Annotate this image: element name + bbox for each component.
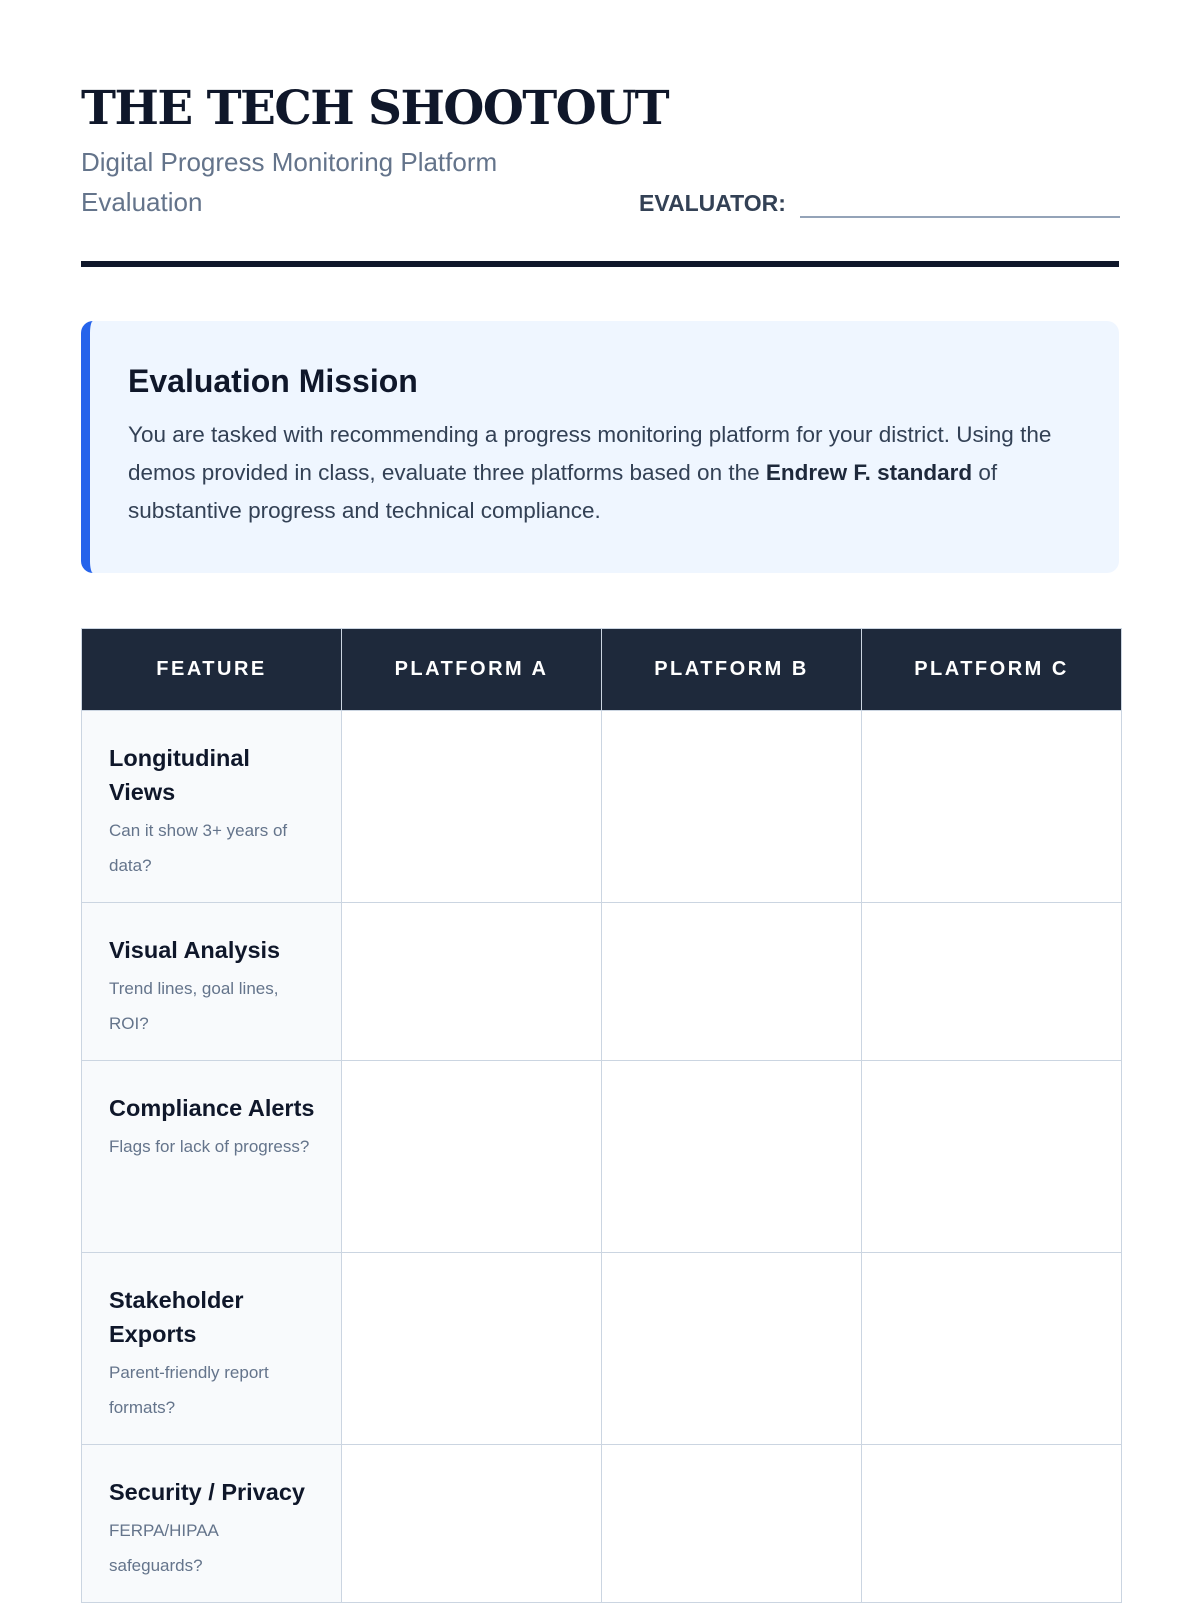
evaluator-input[interactable] (800, 188, 1120, 218)
feature-description: Trend lines, goal lines, ROI? (109, 979, 279, 1033)
evaluation-table (81, 628, 1122, 1603)
platform-a-cell[interactable] (342, 1445, 602, 1603)
platform-a-cell[interactable] (342, 903, 602, 1061)
feature-description: Can it show 3+ years of data? (109, 821, 288, 875)
feature-name: Stakeholder Exports (109, 1287, 244, 1347)
column-header-feature: FEATURE (82, 629, 342, 711)
platform-a-cell[interactable] (342, 711, 602, 903)
page-header (81, 0, 1119, 268)
feature-cell (82, 1061, 342, 1253)
platform-a-cell[interactable] (342, 1061, 602, 1253)
mission-title: Evaluation Mission (128, 363, 418, 399)
platform-c-cell[interactable] (862, 903, 1122, 1061)
feature-name: Visual Analysis (109, 937, 281, 963)
feature-name: Security / Privacy (109, 1479, 305, 1505)
mission-text (128, 416, 1073, 530)
mission-box (81, 321, 1119, 573)
table-row (82, 903, 1122, 1061)
feature-cell (82, 711, 342, 903)
platform-c-cell[interactable] (862, 1061, 1122, 1253)
mission-text-before: You are tasked with recommending a progress monitoring platform for your district. Using the demos provided in class, evaluate three platforms based on the (128, 421, 1052, 485)
feature-description: Parent-friendly report formats? (109, 1363, 269, 1417)
table-header-row (82, 629, 1122, 711)
mission-text-after: of substantive progress and technical compliance. (128, 459, 998, 523)
platform-c-cell[interactable] (862, 1253, 1122, 1445)
table-row (82, 711, 1122, 903)
table-row (82, 1445, 1122, 1603)
platform-b-cell[interactable] (602, 1061, 862, 1253)
platform-b-cell[interactable] (602, 903, 862, 1061)
evaluator-field-group (639, 188, 1120, 218)
platform-b-cell[interactable] (602, 1253, 862, 1445)
column-header-platform-b: PLATFORM B (602, 629, 862, 711)
feature-cell (82, 903, 342, 1061)
feature-cell (82, 1253, 342, 1445)
page-subtitle: Digital Progress Monitoring Platform Evaluation (81, 147, 498, 217)
platform-c-cell[interactable] (862, 1445, 1122, 1603)
feature-description: FERPA/HIPAA safeguards? (109, 1521, 218, 1575)
feature-name: Longitudinal Views (109, 745, 250, 805)
feature-cell (82, 1445, 342, 1603)
platform-c-cell[interactable] (862, 711, 1122, 903)
mission-text-bold: Endrew F. standard (765, 459, 973, 485)
page-title: THE TECH SHOOTOUT (81, 81, 669, 136)
platform-b-cell[interactable] (602, 1445, 862, 1603)
column-header-platform-c: PLATFORM C (862, 629, 1122, 711)
platform-a-cell[interactable] (342, 1253, 602, 1445)
table-row (82, 1253, 1122, 1445)
evaluator-label: EVALUATOR: (639, 190, 786, 216)
header-divider (81, 261, 1119, 267)
platform-b-cell[interactable] (602, 711, 862, 903)
feature-name: Compliance Alerts (109, 1095, 315, 1121)
column-header-platform-a: PLATFORM A (342, 629, 602, 711)
table-row (82, 1061, 1122, 1253)
feature-description: Flags for lack of progress? (109, 1137, 310, 1156)
